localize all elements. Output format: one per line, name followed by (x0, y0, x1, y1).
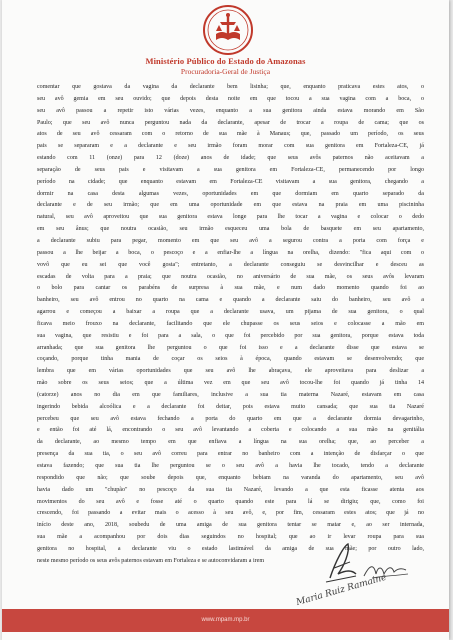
body-line: (catorze) anos no dia em que familiares, inclusive a sua tia materna Nazaré, estavam em casa (37, 391, 424, 398)
body-line: sua mãe a acompanhou por dois dias seguindos no hospital; que ao ir levar roupa para sua (37, 534, 424, 541)
body-line: coçando, porque tinha mania de coçar os seios à época, quando estavam se desenvolvendo; que (37, 356, 424, 363)
body-line: natural, seu avô aproveitou que sua genitora estava longe para lhe tocar a vagina e colocar o dedo (37, 214, 424, 221)
body-line: a declarante subiu para pegar, momento em que seu avô a segurou contra a porta com força e (37, 237, 424, 244)
body-line: ficava meio frouxo na declarante, facilitando que ele chupasse os seus seios e colocasse a mão em (37, 320, 424, 327)
body-line: pais se separaram e a declarante e seu irmão foram morar com sua genitora em Fortaleza-CE, já (37, 143, 424, 150)
body-line: respondido que não; que soube depois que, enquanto bebiam na varanda do apartamento, seu avô (37, 474, 424, 481)
body-line: o bolo para cantar os parabéns de surpresa à sua mãe, e num dado momento quando foi ao (37, 285, 424, 292)
body-line: estando com 11 (onze) para 12 (doze) anos de idade; que seus avôs paternos não aceitavam a (37, 155, 424, 162)
body-line: movimentos do seu avô e fosse até o quarto quando este para lá se dirigiu; que, como foi (37, 498, 424, 505)
body-line: crescendo, foi passando a evitar mais o acesso à seu avô, e, por fim, cessaram estes atos; que já no (37, 510, 424, 517)
document-page (2, 0, 449, 640)
body-line: seu avô gemia em seu ouvido; que depois desta noite em que tocou a sua vagina com a boca, o (37, 95, 424, 102)
body-line: separação de seus pais e visitavam a sua genitora em Fortaleza-CE, permanecendo por longo (37, 166, 424, 173)
body-line: em seu ânus; que noutra ocasião, seu irmão esqueceu uma bola de basquete em seu apartamento, (37, 226, 424, 233)
org-subtitle: Procuradoria-Geral de Justiça (180, 67, 271, 76)
body-line: vovô que eu sei que você gosta"; entretanto, a declarante conseguiu se desvincilhar e desceu as (37, 261, 424, 268)
mpam-emblem-icon (202, 4, 254, 56)
body-line: seu avô passou a repetir isto várias vezes, enquanto a sua genitora ainda estava morando em São (37, 107, 424, 114)
body-line: período na cidade; que enquanto estavam em Fortaleza-CE visitavam a sua genitora, chegando a (37, 178, 424, 185)
body-line: comentar que gostava da vagina da declarante bem lisinha; que, enquanto praticava estes atos, o (37, 84, 424, 90)
body-line: presença da sua tia, o seu avô correu para entrar no banheiro com a intenção de disfarçar o que (37, 451, 424, 458)
body-line: havia dado um "chupão" no pescoço da sua tia Nazaré, levando a que esta ficasse atenta aos (37, 486, 424, 493)
body-line: escadas de volta para a praia; que noutra ocasião, no aniversário de sua mãe, os seus avôs levaram (37, 273, 424, 280)
body-line: banheiro, seu avô entrou no quarto na cama e quando a declarante saiu do banheiro, seu avô a (37, 297, 424, 304)
body-line: arranhada; que sua genitora lhe perguntou o que foi isso e a declarante disse que estava se (37, 344, 424, 351)
body-line: Paulo; que seu avô nunca perguntou nada da declarante, apesar de trocar a roupa de cama; que os (37, 119, 424, 126)
signature-handwritten: Maria Ruiz Ramaine (295, 572, 388, 608)
body-line: da declarante, ao mesmo tempo em que enfiava a língua na sua orelha; que, ao perceber a (37, 439, 424, 446)
body-line: e então foi até lá, encontrando o seu avô levantando a coberta e colocando a sua mão na genitália (37, 427, 424, 434)
body-line: passou a lhe beijar a boca, o pescoço e a enfiar-lhe a língua na orelha, dizendo: "fica aqui com o (37, 249, 424, 256)
body-line: percebeu que seu avô estava fechando a porta do quarto em que a declarante dormia devagarinho, (37, 415, 424, 422)
document-body (37, 82, 424, 568)
body-line: início deste ano, 2018, soubedu de uma amiga de sua genitora tentar se matar e, ao ser internada, (37, 522, 424, 529)
body-line: mão sobre os seus seios; que a última vez em que seu avô tocou-lhe foi quando já tinha 14 (37, 380, 424, 387)
body-line: genitora no hospital, a declarante viu o estado lastimável da amiga de sua mãe; por outro lado, (37, 545, 424, 552)
org-name: Ministério Público do Estado do Amazonas (145, 56, 306, 66)
body-line: sua vagina, que resistiu e foi para a sala, o que foi percebido por sua genitora, porque estava toda (37, 332, 424, 339)
body-line: agarrou e começou a baixar a roupa que a declarante usava, um pijama de sua genitora, o qual (37, 309, 424, 316)
footer-url: www.mpam.mp.br (201, 617, 250, 623)
body-line: neste mesmo período os seus avôs paternos estavam em Fortaleza e se autoconvidaram a irem (37, 557, 265, 564)
body-line: estava fazendo; que sua tia lhe perguntou se o seu avô a havia lhe tocado, tendo a declarante (37, 463, 424, 469)
body-line: ingerindo bebida alcoólica e a declarante foi deitar, pois estava muito cansada; que sua tia Nazaré (37, 403, 424, 410)
initials-signature-icon (322, 540, 360, 586)
body-line: declarante e de seu irmão; que em uma oportunidade em que estava na praia em uma piscininha (37, 202, 424, 209)
body-line: dormir na casa desta algumas vezes, oportunidades em que dormiam em quarto separado da (37, 190, 424, 197)
body-line: atos de seu avô cessaram com o retorno de sua mãe à Manaus; que, passado um período, os seus (37, 131, 424, 138)
body-line: lembra que em várias oportunidades que seu avô lhe abraçava, ele aproveitava para deslizar a (37, 368, 424, 375)
